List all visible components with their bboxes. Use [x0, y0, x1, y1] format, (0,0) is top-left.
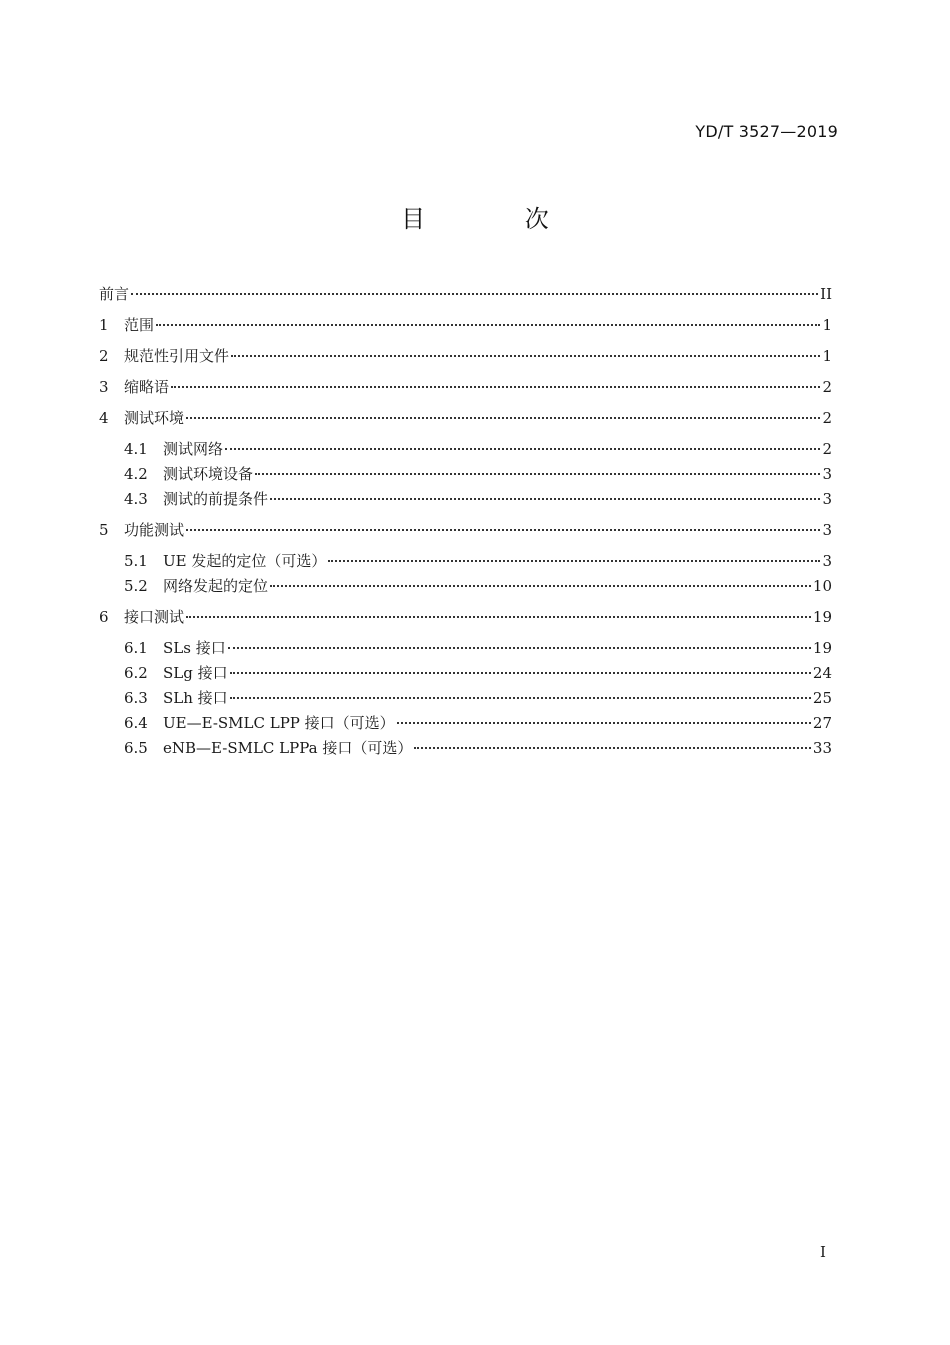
toc-entry-title: 范围 [124, 316, 155, 334]
toc-entry-number: 5 [99, 521, 109, 539]
toc-dot-leader [255, 459, 820, 479]
toc-entry[interactable] [99, 372, 832, 396]
toc-entry-number: 6.2 [124, 664, 148, 682]
toc-entry-title: SLh 接口 [163, 689, 228, 707]
toc-dot-leader [231, 341, 820, 361]
toc-dot-leader [270, 571, 811, 591]
page-title: 目 次 [401, 205, 595, 233]
toc-entry-number: 4.2 [124, 465, 148, 483]
toc-subentry[interactable] [99, 708, 832, 732]
toc-entry-title: 规范性引用文件 [124, 347, 230, 365]
toc-entry-title: UE—E-SMLC LPP 接口（可选） [163, 714, 395, 732]
toc-entry-page: 1 [822, 347, 832, 365]
toc-entry-page: 2 [822, 440, 832, 458]
toc-subentry[interactable] [99, 633, 832, 657]
toc-dot-leader [397, 708, 811, 728]
toc-entry-title: SLg 接口 [163, 664, 228, 682]
toc-entry[interactable] [99, 279, 832, 303]
toc-entry-page: 27 [812, 714, 832, 732]
toc-entry-page: 25 [812, 689, 832, 707]
toc-dot-leader [186, 515, 820, 535]
toc-dot-leader [328, 546, 820, 566]
toc-dot-leader [225, 434, 820, 454]
toc-entry-number: 5.2 [124, 577, 148, 595]
toc-entry-number: 6.3 [124, 689, 148, 707]
toc-entry[interactable] [99, 602, 832, 626]
table-of-contents [99, 279, 832, 757]
toc-entry-number: 1 [99, 316, 109, 334]
toc-entry-number: 4.1 [124, 440, 148, 458]
toc-entry-title: SLs 接口 [163, 639, 226, 657]
toc-entry-title: 缩略语 [124, 378, 170, 396]
toc-entry-page: 3 [822, 552, 832, 570]
toc-entry-page: 2 [822, 378, 832, 396]
toc-entry-number: 6.1 [124, 639, 148, 657]
toc-entry-number: 4 [99, 409, 109, 427]
toc-entry[interactable] [99, 515, 832, 539]
toc-entry[interactable] [99, 341, 832, 365]
toc-subentry[interactable] [99, 658, 832, 682]
toc-dot-leader [186, 602, 811, 622]
toc-entry-page: 3 [822, 465, 832, 483]
toc-entry-page: 2 [822, 409, 832, 427]
toc-subentry[interactable] [99, 733, 832, 757]
toc-dot-leader [131, 279, 818, 299]
toc-entry-title: 测试环境设备 [163, 465, 254, 483]
toc-entry-number: 6.4 [124, 714, 148, 732]
toc-entry-title: eNB—E-SMLC LPPa 接口（可选） [163, 739, 413, 757]
page-number: I [820, 1243, 826, 1261]
toc-entry-page: 1 [822, 316, 832, 334]
toc-subentry[interactable] [99, 546, 832, 570]
toc-entry-number: 2 [99, 347, 109, 365]
toc-dot-leader [270, 484, 820, 504]
toc-entry-page: 3 [822, 521, 832, 539]
toc-entry-number: 4.3 [124, 490, 148, 508]
toc-dot-leader [156, 310, 820, 330]
toc-entry-page: 10 [812, 577, 832, 595]
toc-entry-page: II [820, 285, 832, 303]
toc-subentry[interactable] [99, 484, 832, 508]
document-code: YD/T 3527—2019 [695, 122, 838, 141]
toc-entry-title: 前言 [99, 285, 130, 303]
toc-subentry[interactable] [99, 571, 832, 595]
toc-entry-page: 19 [812, 608, 832, 626]
toc-dot-leader [230, 683, 811, 703]
toc-entry-number: 6.5 [124, 739, 148, 757]
toc-entry-page: 19 [812, 639, 832, 657]
toc-entry-page: 3 [822, 490, 832, 508]
toc-entry-page: 33 [812, 739, 832, 757]
toc-subentry[interactable] [99, 683, 832, 707]
toc-entry-title: 功能测试 [124, 521, 185, 539]
toc-subentry[interactable] [99, 434, 832, 458]
toc-dot-leader [228, 633, 811, 653]
toc-entry-page: 24 [812, 664, 832, 682]
toc-entry-title: 测试环境 [124, 409, 185, 427]
toc-entry-title: 接口测试 [124, 608, 185, 626]
toc-dot-leader [230, 658, 811, 678]
toc-entry-number: 5.1 [124, 552, 148, 570]
toc-entry[interactable] [99, 403, 832, 427]
toc-subentry[interactable] [99, 459, 832, 483]
toc-dot-leader [171, 372, 820, 392]
toc-entry[interactable] [99, 310, 832, 334]
toc-entry-title: UE 发起的定位（可选） [163, 552, 327, 570]
toc-entry-title: 网络发起的定位 [163, 577, 269, 595]
toc-entry-number: 6 [99, 608, 109, 626]
toc-entry-number: 3 [99, 378, 109, 396]
toc-dot-leader [414, 733, 811, 753]
toc-entry-title: 测试网络 [163, 440, 224, 458]
toc-entry-title: 测试的前提条件 [163, 490, 269, 508]
toc-dot-leader [186, 403, 820, 423]
